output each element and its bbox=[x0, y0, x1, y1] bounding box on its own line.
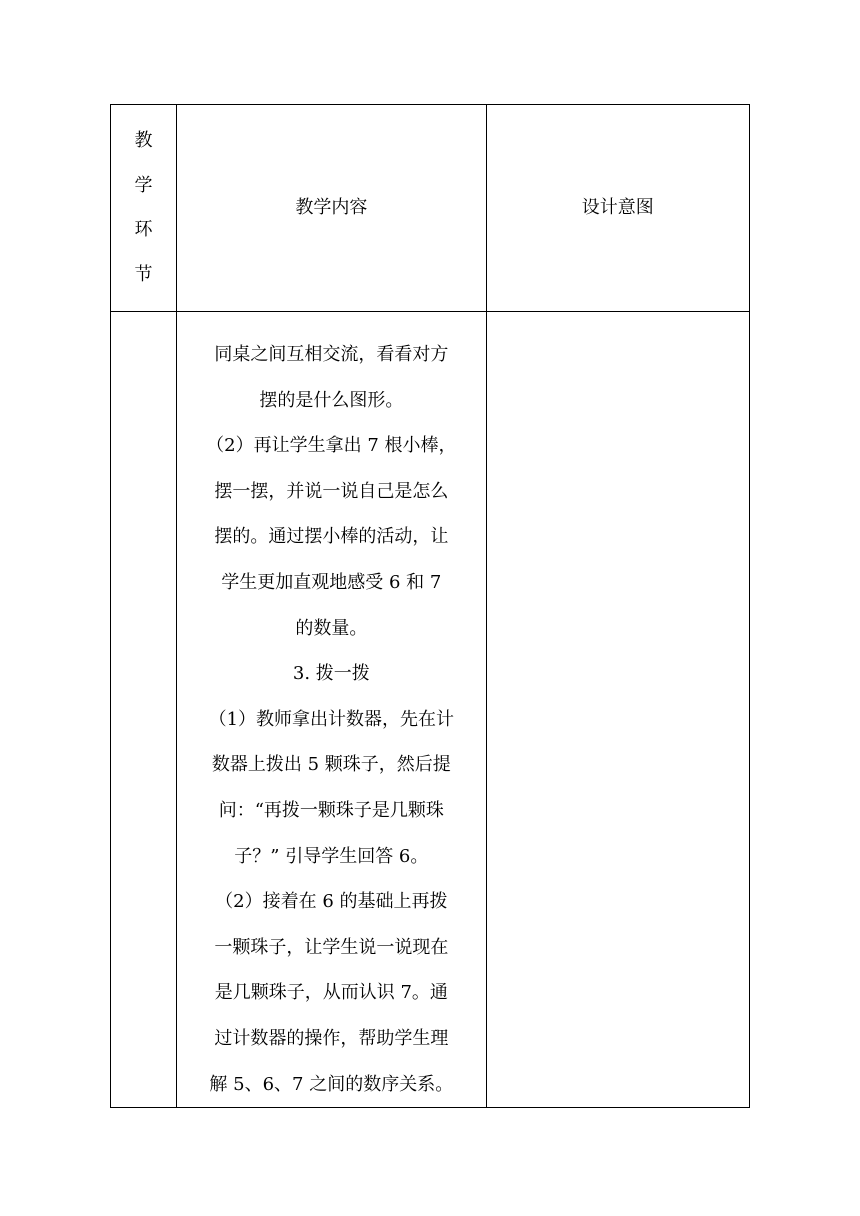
stage-header-char: 节 bbox=[134, 263, 153, 285]
content-line: 摆的是什么图形。 bbox=[259, 389, 404, 411]
content-line: 的数量。 bbox=[295, 617, 368, 639]
content-line: 数器上拨出 5 颗珠子，然后提 bbox=[211, 754, 451, 776]
content-line: 摆的。通过摆小棒的活动，让 bbox=[214, 526, 449, 548]
content-line: 过计数器的操作，帮助学生理 bbox=[214, 1027, 449, 1049]
stage-header-char: 学 bbox=[134, 174, 153, 196]
content-line: 是几颗珠子，从而认识 7。通 bbox=[214, 982, 448, 1004]
stage-body-cell bbox=[111, 312, 177, 1108]
content-line: 摆一摆，并说一说自己是怎么 bbox=[214, 480, 449, 502]
content-header-label: 教学内容 bbox=[295, 197, 368, 218]
intent-body-cell bbox=[486, 312, 749, 1108]
lesson-plan-table bbox=[110, 104, 750, 1108]
content-line: （1）教师拿出计数器，先在计 bbox=[208, 708, 455, 730]
content-line: （2）再让学生拿出 7 根小棒， bbox=[206, 435, 457, 457]
stage-header-char: 教 bbox=[134, 130, 153, 151]
content-line: 问：“再拨一颗珠子是几颗珠 bbox=[218, 799, 444, 821]
content-line: 解 5、6、7 之间的数序关系。 bbox=[209, 1073, 454, 1095]
intent-header-label: 设计意图 bbox=[581, 197, 654, 218]
content-line: 学生更加直观地感受 6 和 7 bbox=[221, 571, 442, 593]
stage-header-label bbox=[111, 119, 176, 297]
content-line: 一颗珠子，让学生说一说现在 bbox=[214, 936, 449, 958]
content-line: 3. 拨一拨 bbox=[292, 663, 370, 685]
content-text-block bbox=[177, 312, 485, 1107]
stage-header-char: 环 bbox=[134, 219, 153, 240]
content-line: 同桌之间互相交流，看看对方 bbox=[214, 344, 449, 365]
content-line: 子？” 引导学生回答 6。 bbox=[234, 845, 429, 867]
body-row bbox=[111, 312, 750, 1108]
content-body-cell bbox=[177, 312, 486, 1108]
content-line: （2）接着在 6 的基础上再拨 bbox=[215, 891, 448, 913]
header-row bbox=[111, 105, 750, 312]
intent-header-cell bbox=[486, 105, 749, 312]
content-header-cell bbox=[177, 105, 486, 312]
stage-header-cell bbox=[111, 105, 177, 312]
